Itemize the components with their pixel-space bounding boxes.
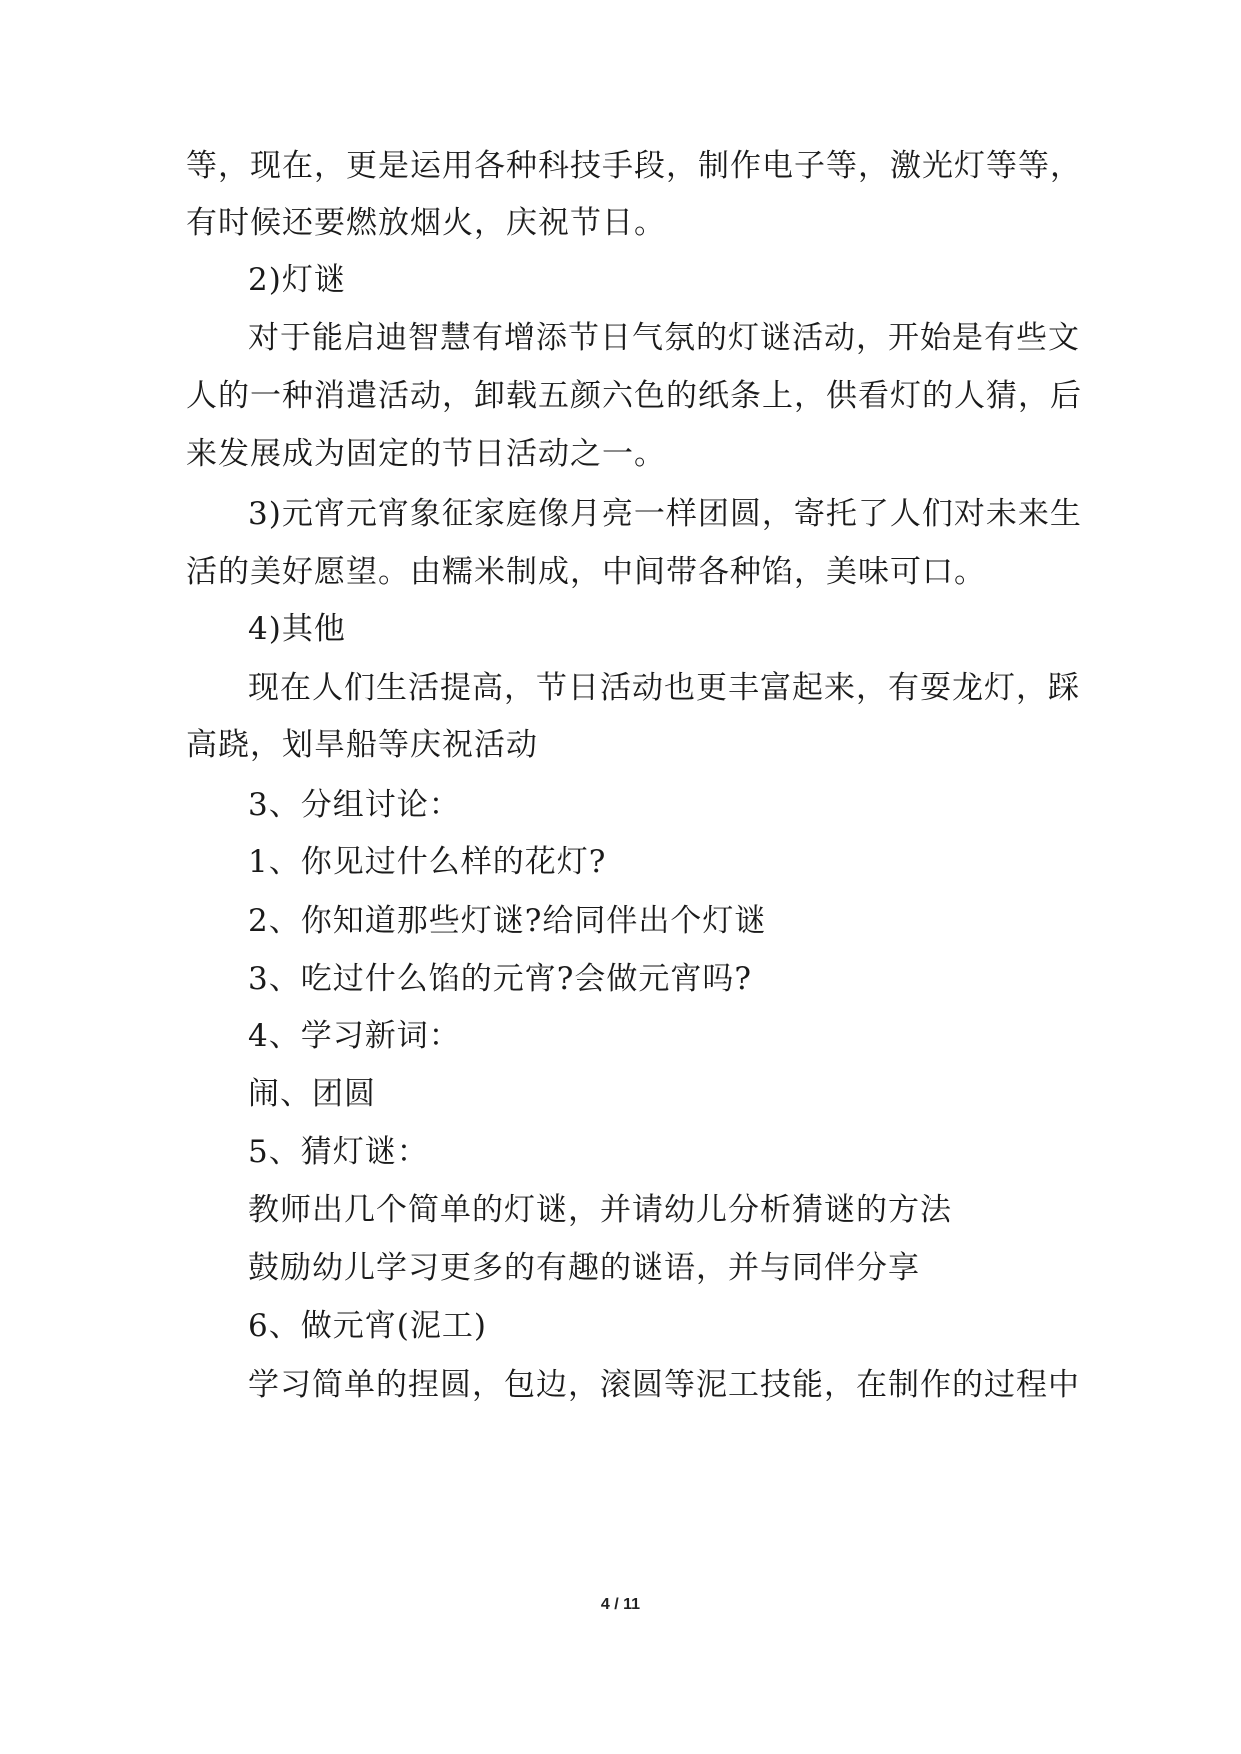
text-line-5: 人的一种消遣活动，卸载五颜六色的纸条上，供看灯的人猜，后	[186, 378, 1082, 414]
list-item-1: 1、你见过什么样的花灯?	[248, 844, 607, 880]
text-line-6: 来发展成为固定的节日活动之一。	[186, 436, 666, 472]
list-item-3: 3、吃过什么馅的元宵?会做元宵吗?	[248, 961, 752, 997]
text-line-22: 学习简单的捏圆，包边，滚圆等泥工技能，在制作的过程中	[248, 1367, 1080, 1403]
text-line-8: 活的美好愿望。由糯米制成，中间带各种馅，美味可口。	[186, 554, 986, 590]
text-line-4: 对于能启迪智慧有增添节日气氛的灯谜活动，开始是有些文	[248, 320, 1080, 356]
text-line-17: 闹、团圆	[248, 1076, 376, 1112]
section-heading-new-words: 4、学习新词：	[248, 1018, 461, 1054]
list-item-2: 2、你知道那些灯谜?给同伴出个灯谜	[248, 903, 767, 939]
page-number: 4 / 11	[600, 1596, 641, 1613]
text-line-2: 有时候还要燃放烟火，庆祝节日。	[186, 205, 666, 241]
section-heading-guess-riddles: 5、猜灯谜：	[248, 1134, 429, 1170]
section-heading-make-yuanxiao: 6、做元宵(泥工)	[248, 1308, 487, 1344]
text-line-19: 教师出几个简单的灯谜，并请幼儿分析猜谜的方法	[248, 1192, 952, 1228]
section-heading-group-discussion: 3、分组讨论：	[248, 787, 461, 823]
text-line-1: 等，现在，更是运用各种科技手段，制作电子等，激光灯等等，	[186, 148, 1082, 184]
section-heading-lantern-riddles: 2)灯谜	[248, 262, 346, 298]
text-line-11: 高跷，划旱船等庆祝活动	[186, 727, 538, 763]
text-line-20: 鼓励幼儿学习更多的有趣的谜语，并与同伴分享	[248, 1250, 920, 1286]
text-line-7: 3)元宵元宵象征家庭像月亮一样团圆，寄托了人们对未来生	[248, 496, 1082, 532]
section-heading-other: 4)其他	[248, 611, 346, 647]
text-line-10: 现在人们生活提高，节日活动也更丰富起来，有耍龙灯，踩	[248, 670, 1080, 706]
